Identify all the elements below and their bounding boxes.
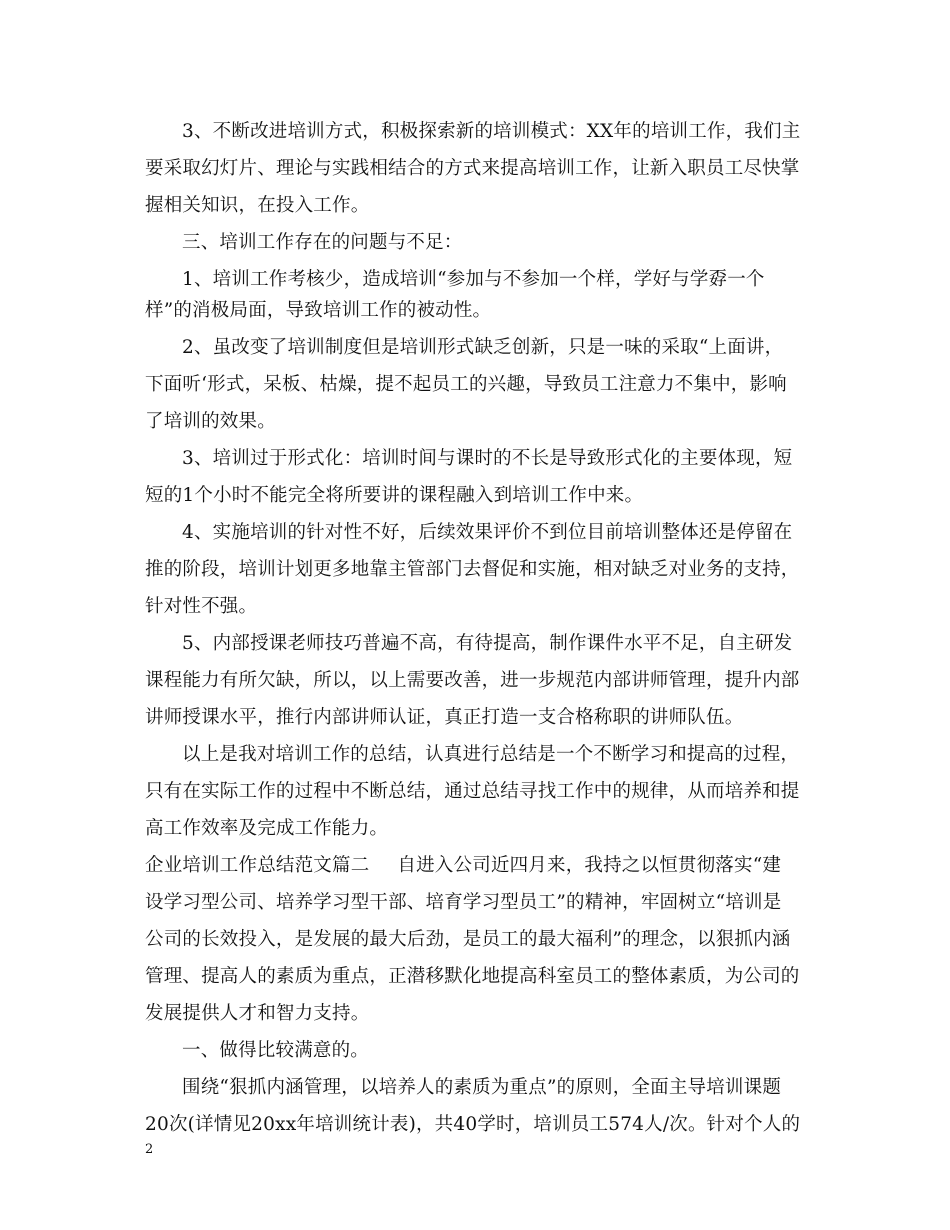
paragraph-line: 以上是我对培训工作的总结，认真进行总结是一个不断学习和提高的过程， xyxy=(182,744,800,765)
paragraph-line: 下面听‘形式，呆板、枯燥，提不起员工的兴趣，导致员工注意力不集中，影响 xyxy=(145,374,787,395)
paragraph-line: 样”的消极局面，导致培训工作的被动性。 xyxy=(145,300,492,321)
article-heading-line xyxy=(145,854,781,878)
section-heading: 三、培训工作存在的问题与不足： xyxy=(182,232,463,253)
paragraph-line: 1、培训工作考核少，造成培训“参加与不参加一个样，学好与学孬一个 xyxy=(182,269,765,290)
paragraph-line: 讲师授课水平，推行内部讲师认证，真正打造一支合格称职的讲师队伍。 xyxy=(145,707,744,728)
paragraph-line: 5、内部授课老师技巧普遍不高，有待提高，制作课件水平不足，自主研发 xyxy=(182,633,793,654)
paragraph-line: 管理、提高人的素质为重点，正潜移默化地提高科室员工的整体素质，为公司的 xyxy=(145,966,800,987)
paragraph-line: 要采取幻灯片、理论与实践相结合的方式来提高培训工作，让新入职员工尽快掌 xyxy=(145,158,800,179)
paragraph-line: 3、不断改进培训方式，积极探索新的培训模式：XX年的培训工作，我们主 xyxy=(182,121,801,142)
paragraph-line: 课程能力有所欠缺，所以，以上需要改善，进一步规范内部讲师管理，提升内部 xyxy=(145,670,800,691)
section-heading: 一、做得比较满意的。 xyxy=(182,1040,370,1061)
paragraph-line: 针对性不强。 xyxy=(145,596,258,617)
page-number: 2 xyxy=(145,1142,154,1157)
paragraph-line: 2、虽改变了培训制度但是培训形式缺乏创新，只是一味的采取“上面讲， xyxy=(182,337,784,358)
paragraph-line: 高工作效率及完成工作能力。 xyxy=(145,818,389,839)
paragraph-line: 20次(详情见20xx年培训统计表)，共40学时，培训员工574人/次。针对个人的 xyxy=(145,1114,801,1135)
paragraph-line: 只有在实际工作的过程中不断总结，通过总结寻找工作中的规律，从而培养和提 xyxy=(145,781,800,802)
paragraph-line: 围绕“狠抓内涵管理，以培养人的素质为重点”的原则，全面主导培训课题 xyxy=(182,1077,782,1098)
paragraph-line: 公司的长效投入，是发展的最大后劲，是员工的最大福利”的理念，以狠抓内涵 xyxy=(145,929,791,950)
article-title: 企业培训工作总结范文篇二 xyxy=(145,855,370,876)
paragraph-line: 4、实施培训的针对性不好，后续效果评价不到位目前培训整体还是停留在 xyxy=(182,522,793,543)
paragraph-line: 发展提供人才和智力支持。 xyxy=(145,1003,370,1024)
paragraph-line: 设学习型公司、培养学习型干部、培育学习型员工”的精神，牢固树立“培训是 xyxy=(145,892,782,913)
paragraph-line: 了培训的效果。 xyxy=(145,411,276,432)
paragraph-start: 自进入公司近四月来，我持之以恒贯彻落实“建 xyxy=(397,855,782,876)
paragraph-line: 短的1个小时不能完全将所要讲的课程融入到培训工作中来。 xyxy=(145,485,644,506)
paragraph-line: 推的阶段，培训计划更多地靠主管部门去督促和实施，相对缺乏对业务的支持， xyxy=(145,559,800,580)
paragraph-line: 握相关知识，在投入工作。 xyxy=(145,195,370,216)
paragraph-line: 3、培训过于形式化：培训时间与课时的不长是导致形式化的主要体现，短 xyxy=(182,448,793,469)
